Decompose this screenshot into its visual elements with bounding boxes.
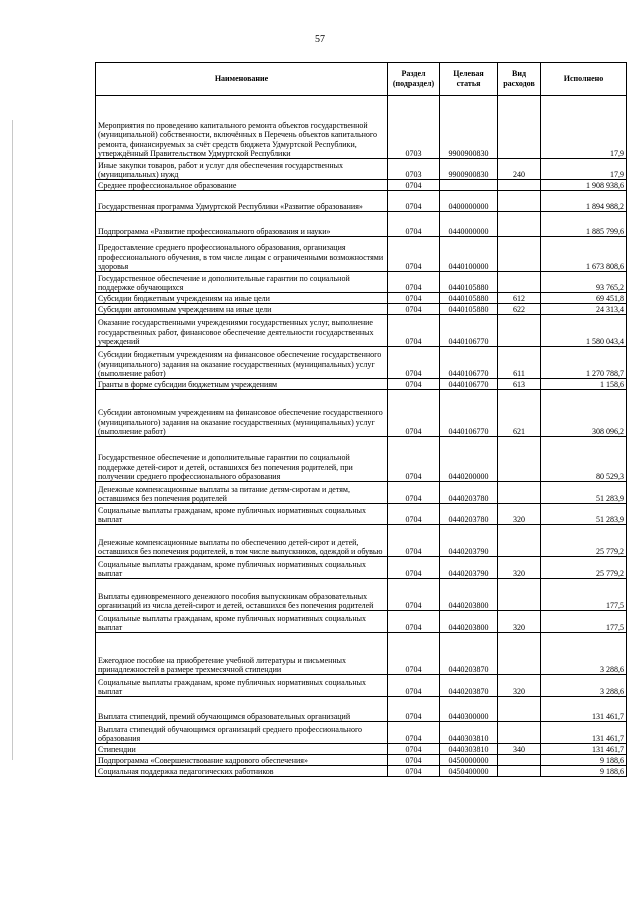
cell-section: 0704 (388, 272, 440, 293)
cell-expense-type: 613 (498, 379, 541, 390)
cell-target: 0440105880 (440, 293, 498, 304)
cell-section: 0704 (388, 697, 440, 722)
cell-expense-type: 320 (498, 504, 541, 525)
cell-target: 0440106770 (440, 315, 498, 347)
cell-section: 0704 (388, 304, 440, 315)
cell-executed: 1 908 938,6 (541, 180, 627, 191)
cell-executed: 1 580 043,4 (541, 315, 627, 347)
cell-name: Государственная программа Удмуртской Республики «Развитие образования» (96, 191, 388, 212)
cell-executed: 1 158,6 (541, 379, 627, 390)
table-row (96, 482, 627, 504)
cell-expense-type (498, 766, 541, 777)
cell-section: 0704 (388, 675, 440, 697)
cell-executed: 51 283,9 (541, 482, 627, 504)
column-header-expense-type: Вид расходов (498, 63, 541, 96)
table-row (96, 766, 627, 777)
table-header-row (96, 63, 627, 96)
cell-executed: 131 461,7 (541, 744, 627, 755)
cell-target: 0440000000 (440, 212, 498, 237)
budget-table (95, 62, 627, 777)
table-row (96, 633, 627, 675)
table-row (96, 315, 627, 347)
cell-name: Оказание государственными учреждениями государственных услуг, выполнение государственных работ, финансовое обеспечение деятельности государственных учреждений (96, 315, 388, 347)
table-row (96, 180, 627, 191)
cell-section: 0704 (388, 379, 440, 390)
cell-target: 0450000000 (440, 755, 498, 766)
table-row (96, 159, 627, 180)
cell-name: Иные закупки товаров, работ и услуг для обеспечения государственных (муниципальных) нужд (96, 159, 388, 180)
cell-expense-type: 621 (498, 390, 541, 437)
cell-expense-type (498, 212, 541, 237)
cell-expense-type (498, 180, 541, 191)
table-row (96, 390, 627, 437)
table-row (96, 744, 627, 755)
cell-expense-type (498, 633, 541, 675)
cell-target: 0450400000 (440, 766, 498, 777)
cell-section: 0704 (388, 744, 440, 755)
cell-name: Денежные компенсационные выплаты за питание детям-сиротам и детям, оставшимся без попечения родителей (96, 482, 388, 504)
cell-section: 0704 (388, 504, 440, 525)
scan-edge-mark (12, 120, 13, 760)
cell-executed: 131 461,7 (541, 697, 627, 722)
cell-executed: 51 283,9 (541, 504, 627, 525)
cell-section: 0703 (388, 159, 440, 180)
cell-target: 0440203870 (440, 633, 498, 675)
cell-section: 0704 (388, 482, 440, 504)
cell-target: 0440203870 (440, 675, 498, 697)
cell-expense-type: 622 (498, 304, 541, 315)
table-row (96, 525, 627, 557)
cell-section: 0704 (388, 237, 440, 272)
table-body (96, 96, 627, 777)
cell-name: Государственное обеспечение и дополнительные гарантии по социальной поддержке детей-сирот и детей, оставшихся без попечения родителей, при получении среднего профессионального образования (96, 437, 388, 482)
cell-target: 0440203790 (440, 525, 498, 557)
cell-target: 0440203790 (440, 557, 498, 579)
cell-expense-type: 320 (498, 557, 541, 579)
cell-target: 0440105880 (440, 304, 498, 315)
cell-target: 0440105880 (440, 272, 498, 293)
cell-section: 0704 (388, 766, 440, 777)
cell-target: 0440106770 (440, 347, 498, 379)
cell-section: 0704 (388, 437, 440, 482)
table-row (96, 293, 627, 304)
cell-section: 0704 (388, 191, 440, 212)
cell-name: Социальные выплаты гражданам, кроме публичных нормативных социальных выплат (96, 504, 388, 525)
cell-expense-type (498, 315, 541, 347)
cell-target: 0440203800 (440, 611, 498, 633)
cell-expense-type (498, 237, 541, 272)
table-row (96, 611, 627, 633)
cell-section: 0704 (388, 611, 440, 633)
table-row (96, 755, 627, 766)
cell-target (440, 180, 498, 191)
cell-executed: 3 288,6 (541, 633, 627, 675)
table-row (96, 379, 627, 390)
cell-name: Субсидии бюджетным учреждениям на иные цели (96, 293, 388, 304)
cell-target: 0440100000 (440, 237, 498, 272)
cell-executed: 1 885 799,6 (541, 212, 627, 237)
table-row (96, 237, 627, 272)
cell-executed: 25 779,2 (541, 557, 627, 579)
cell-name: Гранты в форме субсидии бюджетным учреждениям (96, 379, 388, 390)
cell-executed: 17,9 (541, 96, 627, 159)
cell-executed: 24 313,4 (541, 304, 627, 315)
cell-section: 0704 (388, 755, 440, 766)
cell-expense-type: 320 (498, 611, 541, 633)
cell-section: 0704 (388, 722, 440, 744)
table-row (96, 96, 627, 159)
cell-target: 0440106770 (440, 379, 498, 390)
cell-expense-type (498, 272, 541, 293)
cell-section: 0703 (388, 96, 440, 159)
cell-name: Подпрограмма «Совершенствование кадрового обеспечения» (96, 755, 388, 766)
cell-expense-type (498, 722, 541, 744)
cell-executed: 1 673 808,6 (541, 237, 627, 272)
cell-expense-type: 240 (498, 159, 541, 180)
cell-executed: 177,5 (541, 611, 627, 633)
cell-executed: 308 096,2 (541, 390, 627, 437)
cell-executed: 1 894 988,2 (541, 191, 627, 212)
table-row (96, 697, 627, 722)
table-row (96, 579, 627, 611)
cell-section: 0704 (388, 180, 440, 191)
cell-name: Социальные выплаты гражданам, кроме публичных нормативных социальных выплат (96, 675, 388, 697)
cell-expense-type: 611 (498, 347, 541, 379)
cell-section: 0704 (388, 212, 440, 237)
cell-target: 0440303810 (440, 744, 498, 755)
cell-name: Предоставление среднего профессионального образования, организация профессионального обучения, в том числе лицам с ограниченными возможностями здоровья (96, 237, 388, 272)
cell-expense-type: 340 (498, 744, 541, 755)
cell-executed: 80 529,3 (541, 437, 627, 482)
table-row (96, 675, 627, 697)
cell-target: 0440300000 (440, 697, 498, 722)
cell-name: Государственное обеспечение и дополнительные гарантии по социальной поддержке обучающихся (96, 272, 388, 293)
cell-target: 9900900830 (440, 159, 498, 180)
cell-expense-type (498, 191, 541, 212)
column-header-name: Наименование (96, 63, 388, 96)
cell-expense-type: 320 (498, 675, 541, 697)
cell-executed: 177,5 (541, 579, 627, 611)
table-row (96, 347, 627, 379)
cell-expense-type (498, 525, 541, 557)
cell-name: Денежные компенсационные выплаты по обеспечению детей-сирот и детей, оставшихся без попечения родителей, в том числе выпускников, одеждой и обувью (96, 525, 388, 557)
cell-name: Субсидии бюджетным учреждениям на финансовое обеспечение государственного (муниципального) задания на оказание государственных (муниципальных) услуг (выполнение работ) (96, 347, 388, 379)
cell-name: Среднее профессиональное образование (96, 180, 388, 191)
cell-target: 0440200000 (440, 437, 498, 482)
cell-executed: 9 188,6 (541, 766, 627, 777)
cell-target: 0440106770 (440, 390, 498, 437)
cell-target: 0440203780 (440, 482, 498, 504)
cell-expense-type (498, 579, 541, 611)
cell-name: Субсидии автономным учреждениям на иные цели (96, 304, 388, 315)
cell-name: Субсидии автономным учреждениям на финансовое обеспечение государственного (муниципального) задания на оказание государственных (муниципальных) услуг (выполнение работ) (96, 390, 388, 437)
table-row (96, 212, 627, 237)
cell-executed: 17,9 (541, 159, 627, 180)
cell-name: Подпрограмма «Развитие профессионального образования и науки» (96, 212, 388, 237)
cell-section: 0704 (388, 390, 440, 437)
cell-name: Выплаты единовременного денежного пособия выпускникам образовательных организаций из числа детей-сирот и детей, оставшихся без попечения родителей (96, 579, 388, 611)
cell-target: 0440203800 (440, 579, 498, 611)
table-row (96, 191, 627, 212)
cell-target: 9900900830 (440, 96, 498, 159)
table-row (96, 437, 627, 482)
cell-name: Мероприятия по проведению капитального ремонта объектов государственной (муниципальной) собственности, включённых в Перечень объектов капитального ремонта, финансируемых за счёт средств бюджета Удмуртской Республики, утверждённый Правительством Удмуртской Республики (96, 96, 388, 159)
cell-name: Социальные выплаты гражданам, кроме публичных нормативных социальных выплат (96, 611, 388, 633)
cell-executed: 1 270 788,7 (541, 347, 627, 379)
cell-executed: 9 188,6 (541, 755, 627, 766)
cell-executed: 131 461,7 (541, 722, 627, 744)
cell-expense-type: 612 (498, 293, 541, 304)
cell-expense-type (498, 482, 541, 504)
cell-name: Социальная поддержка педагогических работников (96, 766, 388, 777)
cell-expense-type (498, 96, 541, 159)
table-row (96, 272, 627, 293)
cell-name: Выплата стипендий обучающимся организаций среднего профессионального образования (96, 722, 388, 744)
cell-section: 0704 (388, 293, 440, 304)
column-header-section: Раздел (подраздел) (388, 63, 440, 96)
cell-name: Ежегодное пособие на приобретение учебной литературы и письменных принадлежностей в размере трехмесячной стипендии (96, 633, 388, 675)
table-row (96, 504, 627, 525)
cell-executed: 3 288,6 (541, 675, 627, 697)
column-header-executed: Исполнено (541, 63, 627, 96)
table-row (96, 557, 627, 579)
cell-section: 0704 (388, 525, 440, 557)
cell-expense-type (498, 755, 541, 766)
cell-executed: 93 765,2 (541, 272, 627, 293)
cell-target: 0400000000 (440, 191, 498, 212)
cell-executed: 69 451,8 (541, 293, 627, 304)
table-row (96, 722, 627, 744)
cell-section: 0704 (388, 633, 440, 675)
cell-name: Социальные выплаты гражданам, кроме публичных нормативных социальных выплат (96, 557, 388, 579)
cell-section: 0704 (388, 315, 440, 347)
cell-target: 0440303810 (440, 722, 498, 744)
cell-section: 0704 (388, 579, 440, 611)
cell-name: Выплата стипендий, премий обучающимся образовательных организаций (96, 697, 388, 722)
cell-target: 0440203780 (440, 504, 498, 525)
column-header-target: Целевая статья (440, 63, 498, 96)
cell-executed: 25 779,2 (541, 525, 627, 557)
cell-section: 0704 (388, 557, 440, 579)
page-number: 57 (315, 34, 325, 45)
table-row (96, 304, 627, 315)
cell-section: 0704 (388, 347, 440, 379)
cell-name: Стипендии (96, 744, 388, 755)
cell-expense-type (498, 697, 541, 722)
cell-expense-type (498, 437, 541, 482)
